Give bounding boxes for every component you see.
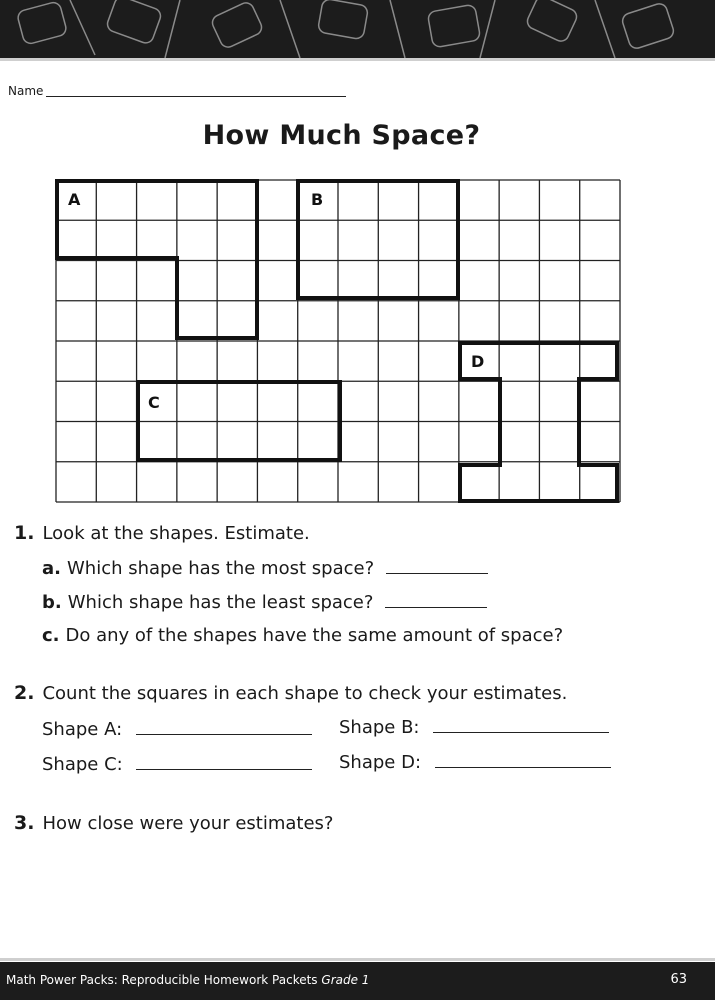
footer-series: Math Power Packs: Reproducible Homework Packets (6, 973, 318, 987)
question-text: Look at the shapes. Estimate. (42, 523, 310, 544)
shape-b-field (339, 716, 609, 738)
part-text: Which shape has the most space? (66, 558, 375, 579)
shape-c-field (42, 753, 312, 775)
name-line[interactable] (46, 96, 346, 97)
question-1 (14, 522, 310, 544)
question-number: 1. (14, 522, 35, 544)
part-text: Which shape has the least space? (67, 592, 374, 613)
part-letter: a. (42, 558, 61, 579)
bottom-rule (0, 958, 715, 961)
part-letter: c. (42, 625, 60, 646)
question-3 (14, 812, 333, 834)
footer-series-text (6, 973, 369, 987)
banner-pattern (0, 0, 715, 58)
question-text: How close were your estimates? (42, 813, 334, 834)
question-1c (42, 625, 563, 646)
page-number: 63 (670, 972, 687, 987)
answer-blank-1b[interactable] (385, 591, 487, 608)
field-label: Shape B: (339, 717, 420, 738)
shape-c-label: C (148, 393, 160, 412)
question-number: 2. (14, 682, 35, 704)
shape-d-field (339, 751, 611, 773)
shape-c-count-blank[interactable] (136, 753, 312, 770)
shape-d-count-blank[interactable] (435, 751, 611, 768)
page-title: How Much Space? (202, 120, 481, 151)
top-banner (0, 0, 715, 58)
top-rule (0, 58, 715, 61)
field-label: Shape A: (42, 719, 123, 740)
shape-d-label: D (471, 352, 485, 371)
field-label: Shape D: (339, 752, 422, 773)
field-label: Shape C: (42, 754, 123, 775)
part-letter: b. (42, 592, 62, 613)
question-1a (42, 557, 488, 579)
question-1b (42, 591, 487, 613)
part-text: Do any of the shapes have the same amount of space? (65, 625, 564, 646)
answer-blank-1a[interactable] (386, 557, 488, 574)
shape-b-count-blank[interactable] (433, 716, 609, 733)
question-number: 3. (14, 812, 35, 834)
question-text: Count the squares in each shape to check your estimates. (42, 683, 568, 704)
grid-svg (55, 179, 621, 503)
shape-grid (55, 179, 621, 503)
footer-bar (0, 962, 715, 1000)
shape-a-field (42, 718, 312, 740)
name-label: Name (8, 84, 44, 98)
question-2 (14, 682, 567, 704)
shape-a-count-blank[interactable] (136, 718, 312, 735)
shape-a-label: A (68, 190, 81, 209)
shape-a-outline (57, 181, 257, 338)
footer-grade: Grade 1 (321, 973, 370, 987)
shape-b-label: B (311, 190, 324, 209)
